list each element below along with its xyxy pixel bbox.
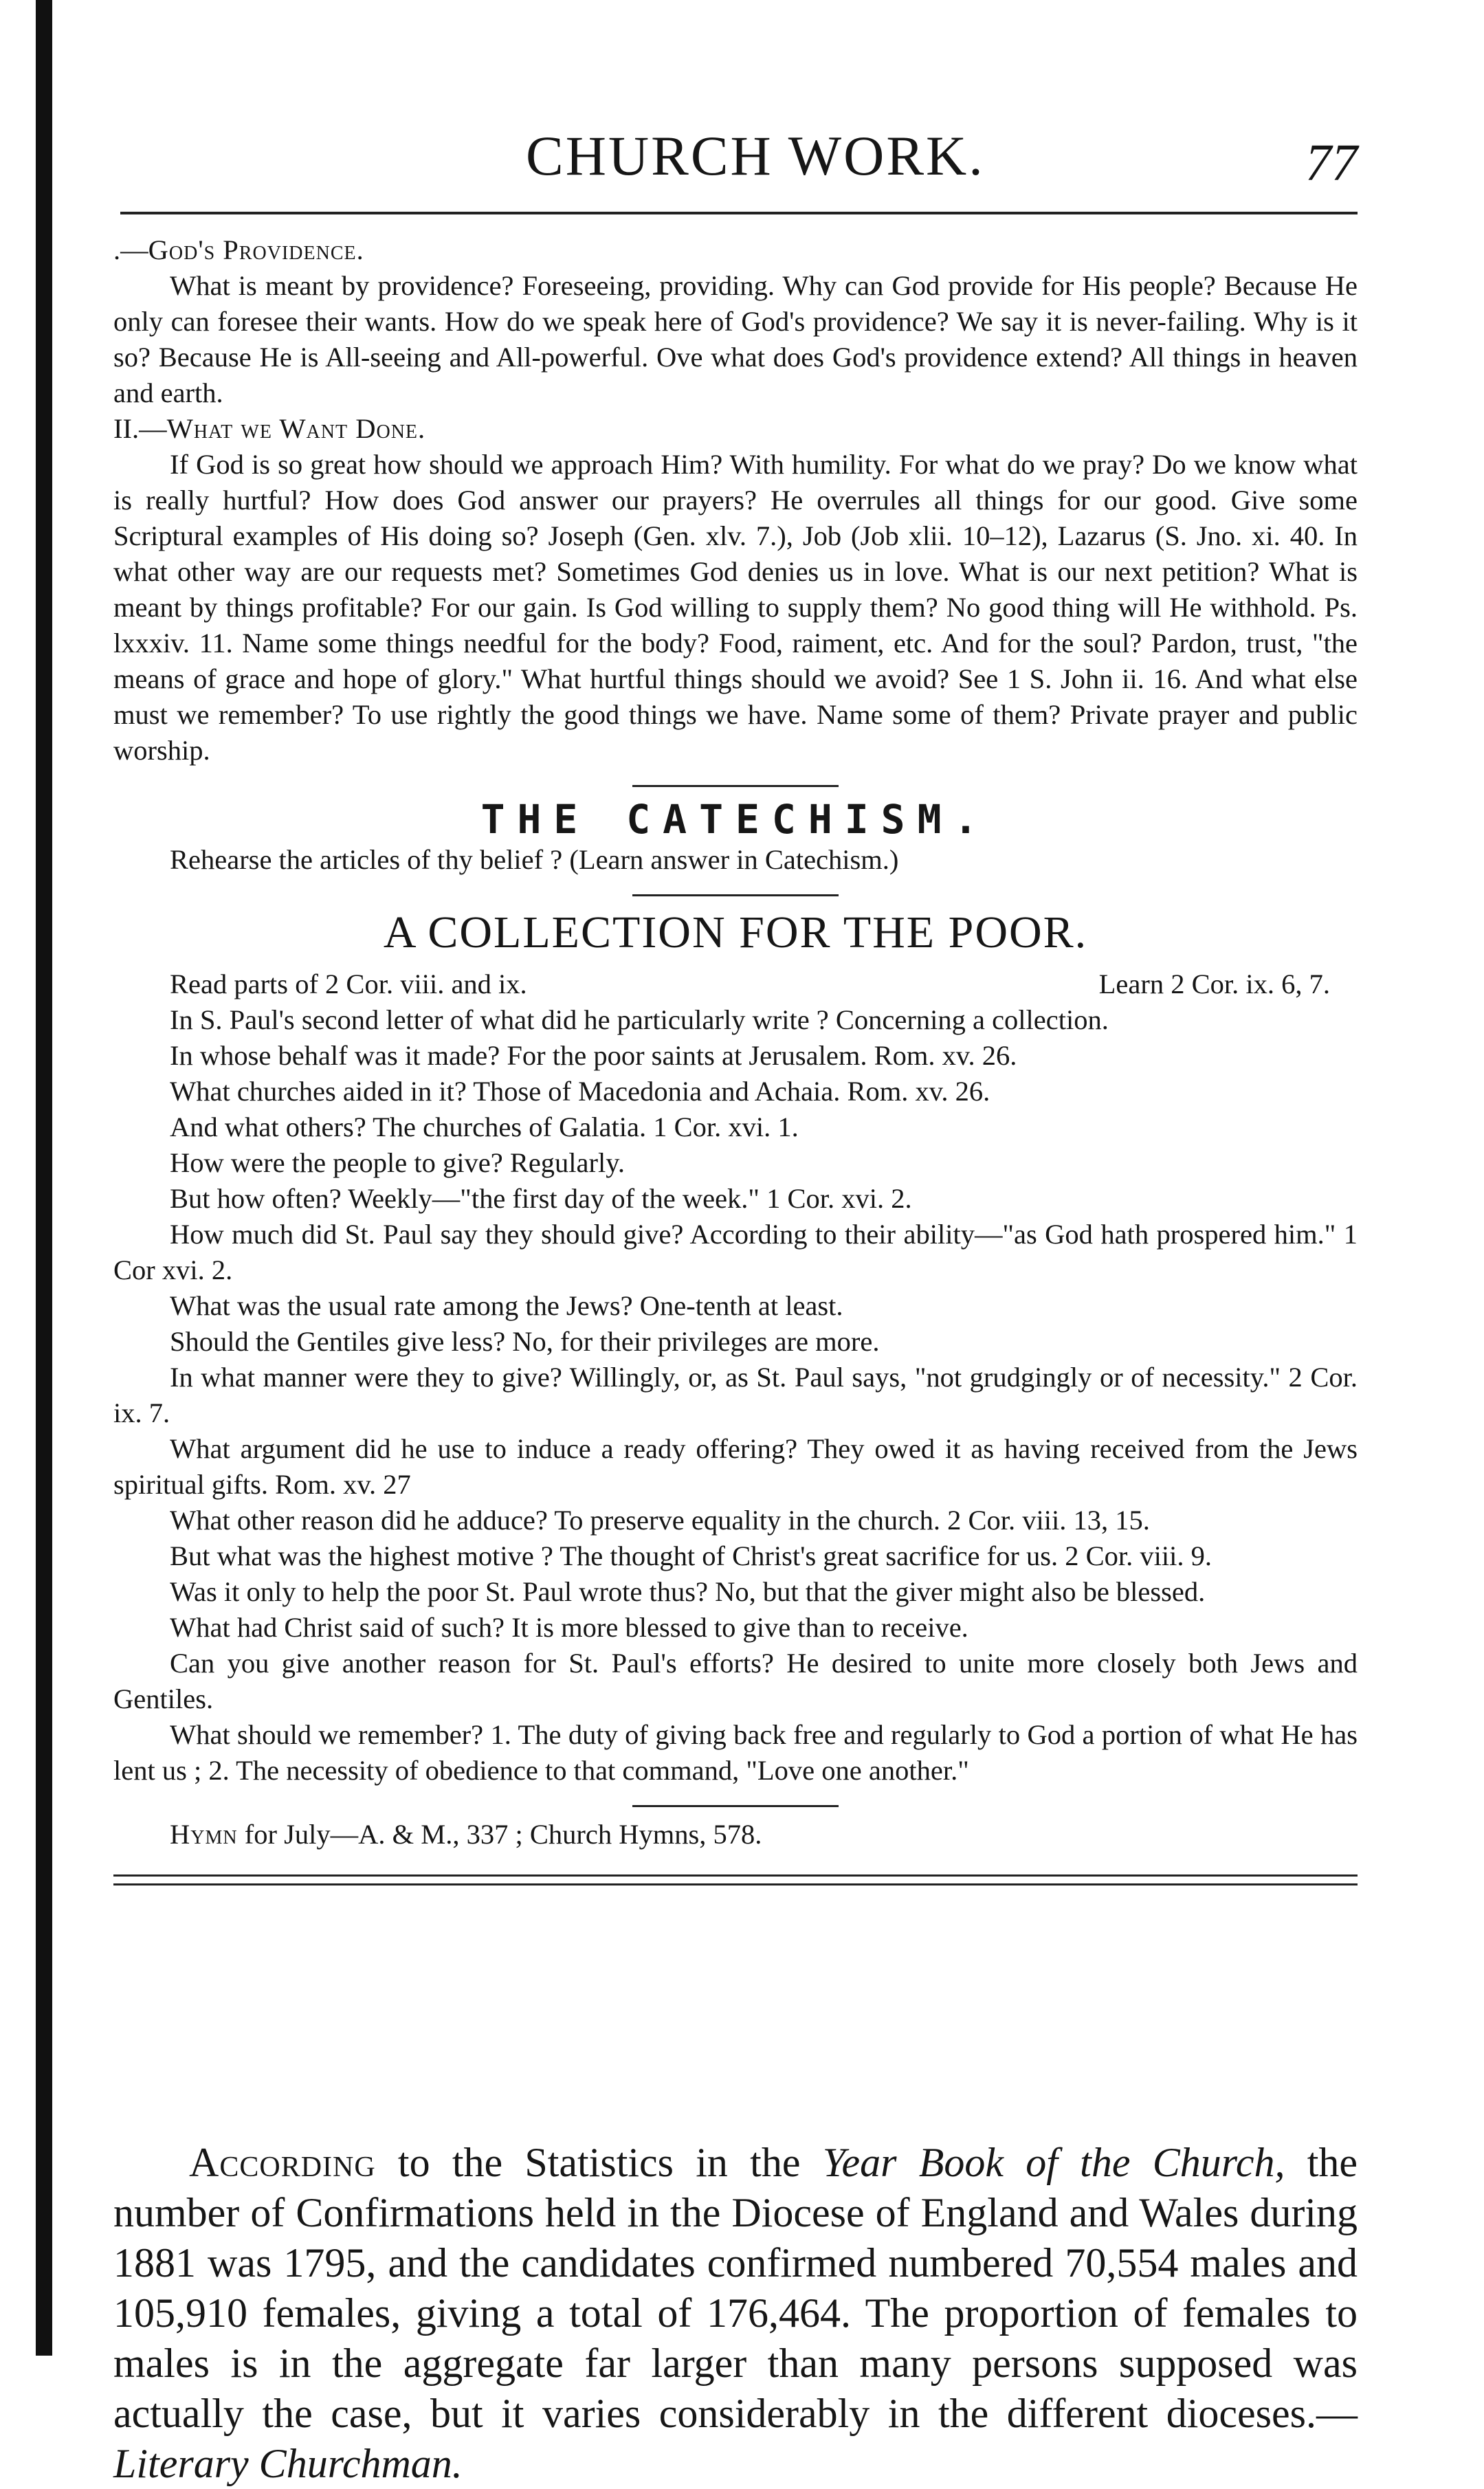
qa-line: In what manner were they to give? Willingly, or, as St. Paul says, "not grudgingly or of necessity." 2 Cor. ix. 7.	[113, 1362, 1358, 1428]
qa-line: Was it only to help the poor St. Paul wrote thus? No, but that the giver might also be blessed.	[170, 1576, 1206, 1607]
closing-book-title: Year Book of the Church,	[822, 2140, 1285, 2185]
qa-line: What should we remember? 1. The duty of giving back free and regularly to God a portion of what He has lent us ; 2. The necessity of obedience to that command, "Love one another."	[113, 1719, 1358, 1786]
qa-line: Can you give another reason for St. Paul's efforts? He desired to unite more closely both Jews and Gentiles.	[113, 1648, 1358, 1714]
closing-source: Literary Churchman.	[113, 2441, 463, 2486]
running-head	[113, 124, 1358, 199]
qa-line: Should the Gentiles give less? No, for their privileges are more.	[170, 1326, 880, 1357]
qa-line: In whose behalf was it made? For the poor saints at Jerusalem. Rom. xv. 26.	[170, 1040, 1017, 1071]
providence-heading-prefix: .—	[113, 234, 148, 265]
section-divider	[632, 894, 839, 896]
catechism-line: Rehearse the articles of thy belief ? (Learn answer in Catechism.)	[170, 844, 899, 875]
want-heading-prefix: II.—	[113, 413, 167, 444]
qa-line: What had Christ said of such? It is more blessed to give than to receive.	[170, 1612, 968, 1643]
qa-line: How much did St. Paul say they should give? According to their ability—"as God hath prospered him." 1 Cor xvi. 2.	[113, 1219, 1358, 1285]
qa-line: But what was the highest motive ? The thought of Christ's great sacrifice for us. 2 Cor. viii. 9.	[170, 1540, 1212, 1571]
collection-title: A COLLECTION FOR THE POOR.	[383, 907, 1088, 958]
section-divider	[632, 785, 839, 787]
qa-line: How were the people to give? Regularly.	[170, 1147, 625, 1178]
running-title: CHURCH WORK.	[526, 124, 985, 187]
page-number: 77	[1305, 134, 1358, 192]
want-heading	[113, 411, 1358, 447]
reading-row	[113, 966, 1358, 1002]
double-rule	[113, 1874, 1358, 1885]
header-rule	[120, 212, 1358, 214]
closing-text-1: to the Statistics in the	[397, 2140, 801, 2185]
hymn-label: Hymn	[170, 1819, 238, 1850]
qa-line: What was the usual rate among the Jews? One-tenth at least.	[170, 1290, 843, 1321]
providence-heading-text: God's Providence.	[148, 234, 364, 265]
qa-line: What churches aided in it? Those of Macedonia and Achaia. Rom. xv. 26.	[170, 1076, 990, 1107]
catechism-title: THE CATECHISM.	[480, 796, 990, 843]
hymn-line	[113, 1817, 1358, 1852]
hymn-text: for July—A. & M., 337 ; Church Hymns, 578.	[244, 1819, 762, 1850]
closing-text-2: the number of Confirmations held in the Diocese of England and Wales during 1881 was 1795, and the candidates confirmed numbered 70,554 males and 105,910 females, giving a total of 176,464. The proportion of females to males is in the aggregate far larger than many persons supposed was actually the case, but it varies considerably in the different dioceses.—	[113, 2140, 1358, 2436]
providence-paragraph: What is meant by providence? Foreseeing, providing. Why can God provide for His people? Because He only can foresee their wants. How do we speak here of God's providence? We say it is never-failing. Why is it so? Because He is All-seeing and All-powerful. Ove what does God's providence extend? All things in heaven and earth.	[113, 270, 1358, 408]
qa-line: And what others? The churches of Galatia. 1 Cor. xvi. 1.	[170, 1111, 799, 1142]
read-reference: Read parts of 2 Cor. viii. and ix.	[170, 969, 527, 999]
learn-reference: Learn 2 Cor. ix. 6, 7.	[1098, 969, 1330, 999]
section-divider	[632, 1805, 839, 1807]
qa-line: In S. Paul's second letter of what did he particularly write ? Concerning a collection.	[170, 1004, 1109, 1035]
qa-line: What argument did he use to induce a ready offering? They owed it as having received from the Jews spiritual gifts. Rom. xv. 27	[113, 1433, 1358, 1500]
want-paragraph: If God is so great how should we approach Him? With humility. For what do we pray? Do we know what is really hurtful? How does God answer our prayers? He overrules all things for our good. Give some Scriptural examples of His doing so? Joseph (Gen. xlv. 7.), Job (Job xlii. 10–12), Lazarus (S. Jno. xi. 40. In what other way are our requests met? Sometimes God denies us in love. What is our next petition? What is meant by things profitable? For our gain. Is God willing to supply them? No good thing will He withhold. Ps. lxxxiv. 11. Name some things needful for the body? Food, raiment, etc. And for the soul? Pardon, trust, "the means of grace and hope of glory." What hurtful things should we avoid? See 1 S. John ii. 16. And what else must we remember? To use rightly the good things we have. Name some of them? Private prayer and public worship.	[113, 449, 1358, 766]
book-spine-edge	[36, 0, 52, 2356]
providence-heading	[113, 232, 1358, 268]
collection-questions	[113, 1002, 1358, 1789]
confirmation-statistics-paragraph	[113, 2138, 1358, 2489]
qa-line: What other reason did he adduce? To preserve equality in the church. 2 Cor. viii. 13, 15.	[170, 1505, 1150, 1536]
closing-lead-word: According	[189, 2140, 376, 2185]
lesson-body	[113, 232, 1358, 1885]
qa-line: But how often? Weekly—"the first day of the week." 1 Cor. xvi. 2.	[170, 1183, 912, 1214]
want-heading-text: What we Want Done.	[166, 413, 426, 444]
